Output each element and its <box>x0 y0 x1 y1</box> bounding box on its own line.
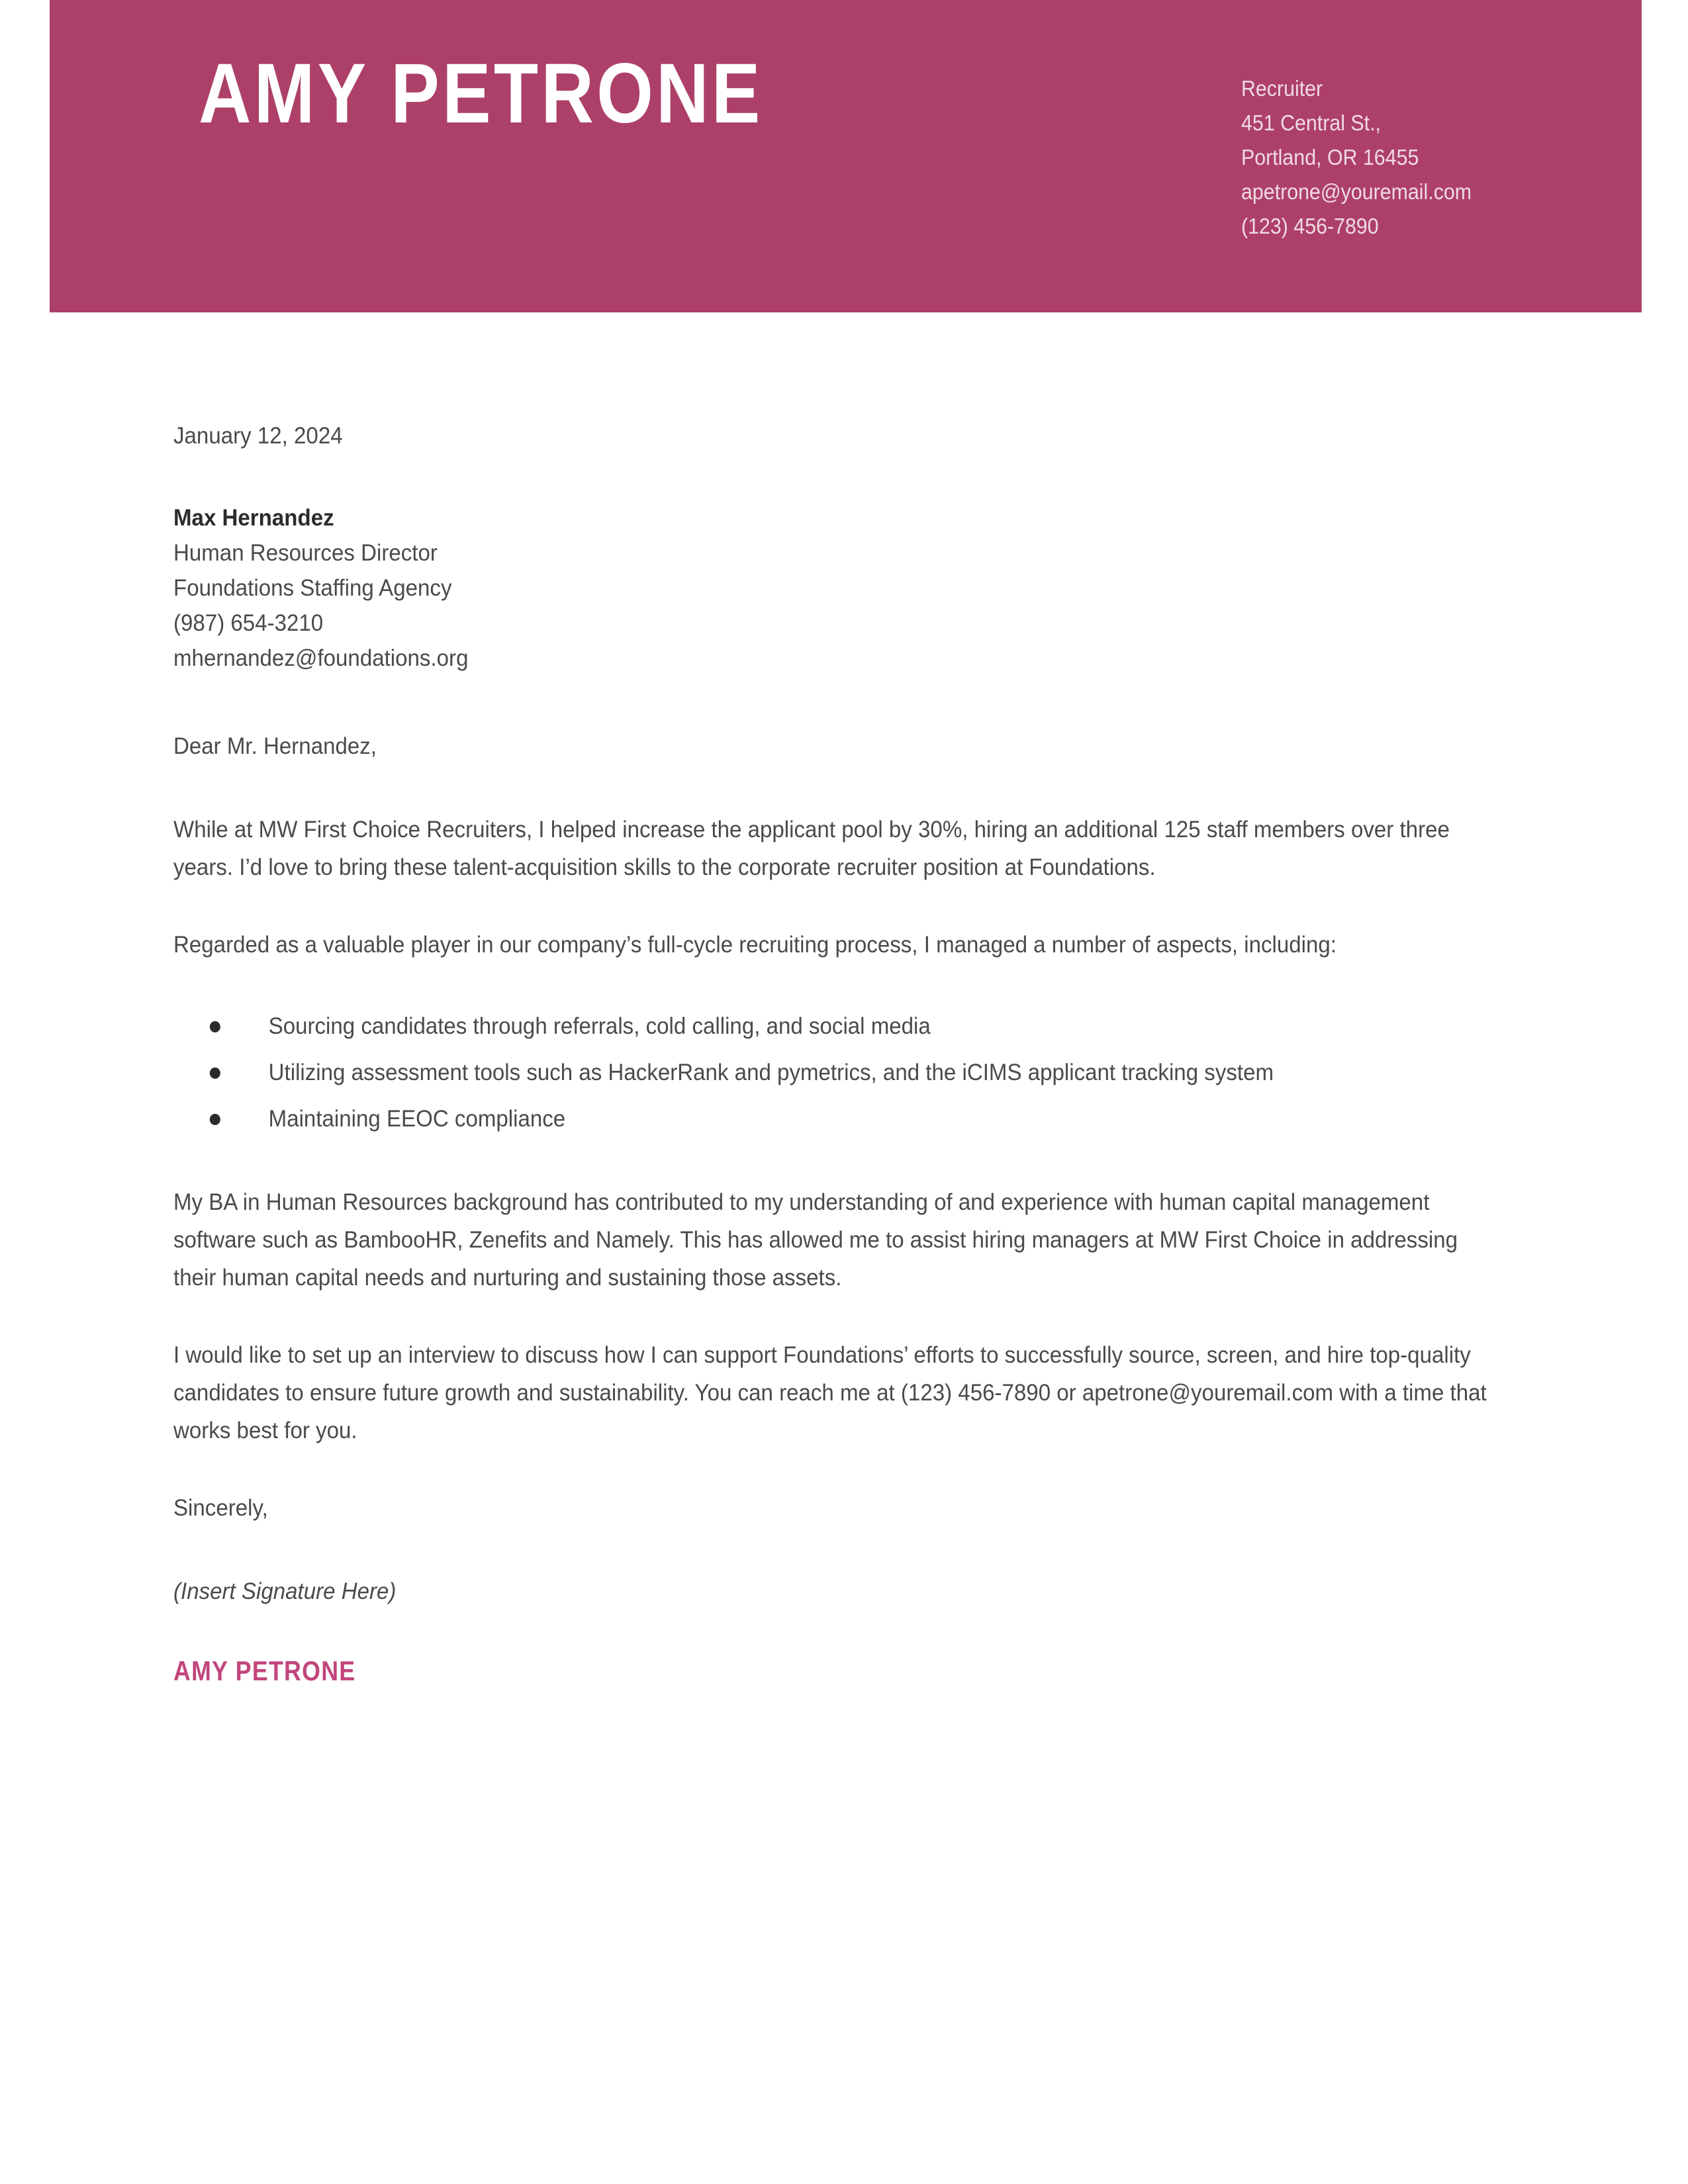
list-item-label: Maintaining EEOC compliance <box>268 1106 566 1132</box>
body-paragraph-2: Regarded as a valuable player in our company’s full-cycle recruiting process, I managed a number of aspects, including: <box>173 932 1336 958</box>
signature-placeholder: (Insert Signature Here) <box>173 1578 397 1604</box>
recipient-company: Foundations Staffing Agency <box>173 575 452 601</box>
bullet-dot-icon <box>210 1114 220 1125</box>
recipient-name: Max Hernandez <box>173 505 334 531</box>
bullet-dot-icon <box>210 1068 220 1079</box>
header-email: apetrone@youremail.com <box>1241 179 1472 204</box>
closing-salutation: Sincerely, <box>173 1495 268 1521</box>
header-street-address: 451 Central St., <box>1241 111 1381 135</box>
salutation: Dear Mr. Hernandez, <box>173 733 377 759</box>
page-title: AMY PETRONE <box>199 46 763 141</box>
header-contact-block <box>1241 71 1472 244</box>
recipient-address-block <box>173 500 1491 676</box>
list-item <box>199 1096 1491 1142</box>
list-item-label: Sourcing candidates through referrals, cold calling, and social media <box>268 1013 931 1039</box>
recipient-title: Human Resources Director <box>173 540 438 566</box>
body-paragraph-1: While at MW First Choice Recruiters, I helped increase the applicant pool by 30%, hiring an additional 125 staff members over three years. I’d love to bring these talent-acquisition skills to the corporate recruiter position at Foundations. <box>173 817 1450 880</box>
signature-name: AMY PETRONE <box>173 1655 356 1686</box>
header-job-title: Recruiter <box>1241 76 1323 101</box>
letter-body <box>173 417 1491 1690</box>
list-item-label: Utilizing assessment tools such as HackerRank and pymetrics, and the iCIMS applicant tracking system <box>268 1060 1274 1085</box>
recipient-phone: (987) 654-3210 <box>173 610 324 636</box>
list-item <box>199 1003 1491 1050</box>
body-paragraph-3: My BA in Human Resources background has contributed to my understanding of and experience with human capital management software such as BambooHR, Zenefits and Namely. This has allowed me to assist hiring managers at MW First Choice in addressing their human capital needs and nurturing and sustaining those assets. <box>173 1189 1458 1291</box>
header-phone: (123) 456-7890 <box>1241 214 1379 238</box>
qualifications-list <box>173 1003 1491 1142</box>
header-banner <box>50 0 1642 312</box>
bullet-dot-icon <box>210 1021 220 1032</box>
recipient-email: mhernandez@foundations.org <box>173 645 469 671</box>
letter-date: January 12, 2024 <box>173 423 343 449</box>
header-city-state-zip: Portland, OR 16455 <box>1241 145 1419 169</box>
body-paragraph-4: I would like to set up an interview to discuss how I can support Foundations’ efforts to successfully source, screen, and hire top-quality candidates to ensure future growth and sustainability. You can reach me at (123) 456-7890 or apetrone@youremail.com with a time that works best for you. <box>173 1342 1487 1443</box>
list-item <box>199 1050 1491 1096</box>
